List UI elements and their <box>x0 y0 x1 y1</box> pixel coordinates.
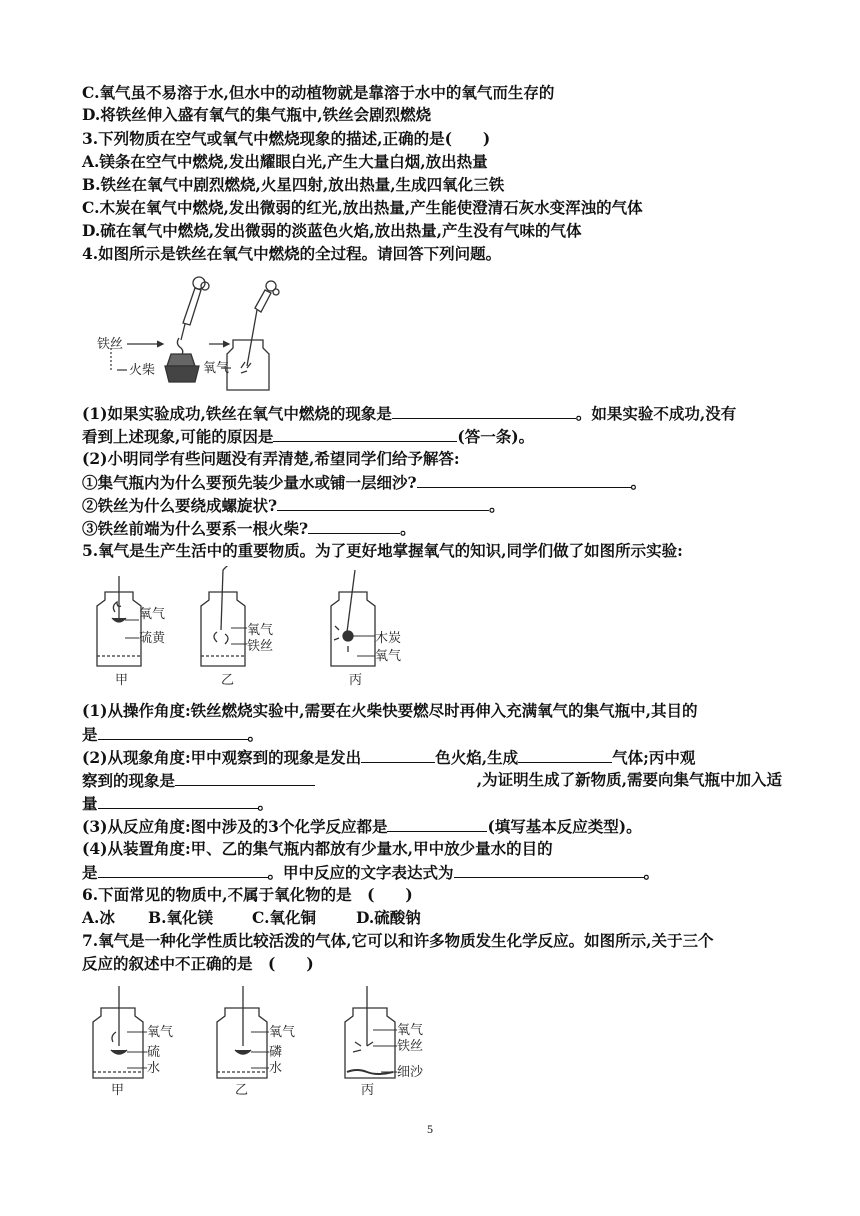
blank[interactable] <box>392 402 576 419</box>
q5-label-oxygen-jia: 氧气 <box>139 607 166 622</box>
q5-part2-line1: (2)从现象角度:甲中观察到的现象是发出 色火焰,生成 气体;丙中观 <box>82 748 696 767</box>
q4-part2-c: ③铁丝前端为什么要系一根火柴? 。 <box>82 519 416 538</box>
fig4-label-wire: 铁丝 <box>97 337 124 352</box>
q5-label-oxygen-yi: 氧气 <box>247 623 274 638</box>
question-7-line2: 反应的叙述中不正确的是 ( ) <box>82 954 314 973</box>
q7-label-oxygen-yi: 氧气 <box>269 1025 296 1040</box>
q7-jar-bing <box>345 1008 395 1078</box>
q7-label-water-yi: 水 <box>269 1061 283 1076</box>
fig4-label-match: 火柴 <box>129 363 156 378</box>
q4-figure <box>95 268 280 398</box>
q7-label-water-jia: 水 <box>147 1061 161 1076</box>
blank[interactable] <box>98 723 248 740</box>
q5-label-iron: 铁丝 <box>247 639 274 654</box>
option-c-line: C.氧气虽不易溶于水,但水中的动植物就是靠溶于水中的氧气而生存的 <box>82 83 555 102</box>
question-5: 5.氧气是生产生活中的重要物质。为了更好地掌握氧气的知识,同学们做了如图所示实验: <box>82 541 683 560</box>
q6-option-b: B.氧化镁 <box>148 908 213 927</box>
bottle-right <box>227 281 279 390</box>
question-4: 4.如图所示是铁丝在氧气中燃烧的全过程。请回答下列问题。 <box>82 244 502 263</box>
q7-label-iron: 铁丝 <box>397 1039 424 1054</box>
q5-label-carbon: 木炭 <box>375 631 402 646</box>
page-number: 5 <box>427 1122 433 1136</box>
blank[interactable] <box>308 517 400 534</box>
q5-part4-line2: 是 。甲中反应的文字表达式为 。 <box>82 863 660 882</box>
q7-label-phosphorus: 磷 <box>269 1045 283 1060</box>
q6-options <box>82 907 421 929</box>
q5-caption-bing: 丙 <box>349 673 363 688</box>
blank[interactable] <box>98 792 258 809</box>
q3-option-d: D.硫在氧气中燃烧,发出微弱的淡蓝色火焰,放出热量,产生没有气味的气体 <box>82 221 582 240</box>
fig4-label-oxygen: 氧气 <box>203 361 230 376</box>
q5-figure <box>85 566 425 688</box>
q4-part1-line2: 看到上述现象,可能的原因是 (答一条)。 <box>82 427 535 446</box>
q4-part2: (2)小明同学有些问题没有弄清楚,希望同学们给予解答: <box>82 449 460 468</box>
q3-option-c: C.木炭在氧气中燃烧,发出微弱的红光,放出热量,产生能使澄清石灰水变浑浊的气体 <box>82 198 643 217</box>
q7-label-sulfur: 硫 <box>147 1045 161 1060</box>
q5-part2-line3: 量 。 <box>82 794 274 813</box>
blank[interactable] <box>518 746 612 763</box>
blank[interactable] <box>273 425 457 442</box>
q5-caption-jia: 甲 <box>115 673 129 688</box>
q7-label-sand: 细沙 <box>397 1065 424 1080</box>
q5-part3: (3)从反应角度:图中涉及的3个化学反应都是 (填写基本反应类型)。 <box>82 817 642 836</box>
question-3: 3.下列物质在空气或氧气中燃烧现象的描述,正确的是( ) <box>82 129 491 148</box>
q5-label-sulfur: 硫黄 <box>139 631 166 646</box>
jar-yi <box>201 592 245 666</box>
question-7-line1: 7.氧气是一种化学性质比较活泼的气体,它可以和许多物质发生化学反应。如图所示,关于三个 <box>82 931 714 950</box>
question-6: 6.下面常见的物质中,不属于氧化物的是 ( ) <box>82 885 413 904</box>
q4-part1-line1: (1)如果实验成功,铁丝在氧气中燃烧的现象是 。如果实验不成功,没有 <box>82 404 737 423</box>
q5-part2-line2: 察到的现象是 ,为证明生成了新物质,需要向集气瓶中加入适 <box>82 770 782 790</box>
q7-label-oxygen-jia: 氧气 <box>147 1025 174 1040</box>
q5-caption-yi: 乙 <box>221 673 235 688</box>
q5-part1-line1: (1)从操作角度:铁丝燃烧实验中,需要在火柴快要燃尽时再伸入充满氧气的集气瓶中,其目的 <box>82 701 698 720</box>
q3-option-b: B.铁丝在氧气中剧烈燃烧,火星四射,放出热量,生成四氧化三铁 <box>82 175 505 194</box>
blank[interactable] <box>175 769 315 786</box>
q3-option-a: A.镁条在空气中燃烧,发出耀眼白光,产生大量白烟,放出热量 <box>82 152 488 171</box>
q6-option-c: C.氧化铜 <box>252 908 316 927</box>
q7-caption-yi: 乙 <box>235 1083 249 1098</box>
q5-part4-line1: (4)从装置角度:甲、乙的集气瓶内都放有少量水,甲中放少量水的目的 <box>82 839 553 858</box>
q4-part2-b: ②铁丝为什么要绕成螺旋状? 。 <box>82 496 505 515</box>
option-d-line: D.将铁丝伸入盛有氧气的集气瓶中,铁丝会剧烈燃烧 <box>82 105 432 124</box>
q5-part1-line2: 是 。 <box>82 725 264 744</box>
q5-label-oxygen-bing: 氧气 <box>375 649 402 664</box>
blank[interactable] <box>417 471 631 488</box>
blank[interactable] <box>361 746 435 763</box>
q7-caption-jia: 甲 <box>111 1083 125 1098</box>
q7-label-oxygen-bing: 氧气 <box>397 1023 424 1038</box>
blank[interactable] <box>387 815 487 832</box>
q6-option-d: D.硫酸钠 <box>356 908 421 927</box>
q7-figure <box>85 986 455 1102</box>
blank[interactable] <box>277 494 489 511</box>
blank[interactable] <box>454 861 644 878</box>
q4-part2-a: ①集气瓶内为什么要预先装少量水或铺一层细沙? 。 <box>82 473 647 492</box>
q6-option-a: A.冰 <box>82 908 115 927</box>
blank[interactable] <box>98 861 268 878</box>
q7-caption-bing: 丙 <box>361 1083 375 1098</box>
